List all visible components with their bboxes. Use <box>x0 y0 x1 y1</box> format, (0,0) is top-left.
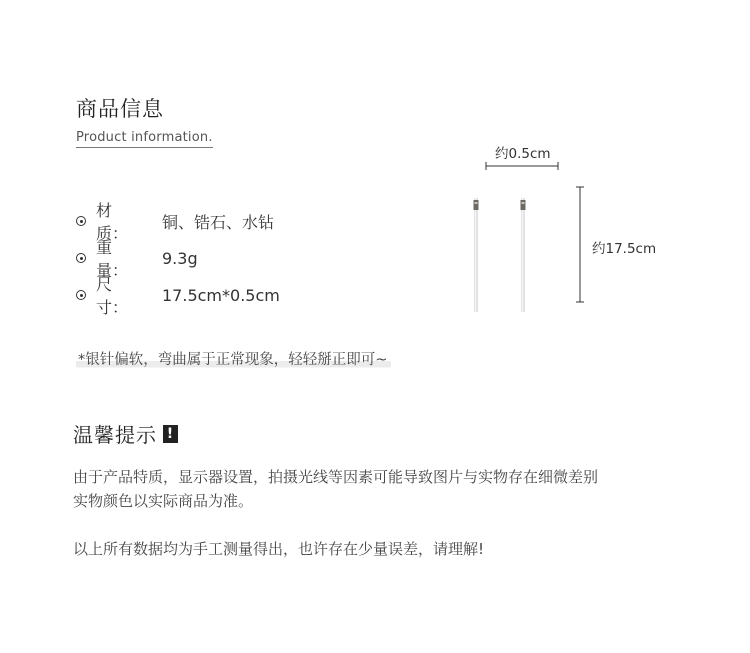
spec-label: 尺 <box>96 275 113 294</box>
tips-line-3: 以上所有数据均为手工测量得出，也许存在少量误差，请理解! <box>73 540 485 558</box>
bullet-icon <box>76 253 86 263</box>
size-diagram <box>455 140 675 320</box>
section-title: 商品信息 <box>76 97 164 121</box>
spec-value: 9.3g <box>162 248 198 268</box>
spec-value: 铜、锆石、水钻 <box>162 212 275 232</box>
height-label: 约17.5cm <box>592 241 657 257</box>
tips-line-1: 由于产品特质，显示器设置，拍摄光线等因素可能导致图片与实物存在细微差别 <box>73 468 599 486</box>
warning-icon: ! <box>163 425 178 443</box>
spec-label: 材 <box>96 201 113 220</box>
size-diagram-drawing <box>455 140 675 320</box>
tips-line-2: 实物颜色以实际商品为准。 <box>73 492 254 510</box>
spec-label: 重 <box>96 238 113 257</box>
spec-row-size <box>76 272 280 318</box>
spec-label: 寸： <box>96 298 129 317</box>
bullet-icon <box>76 290 86 300</box>
spec-label: 质： <box>96 224 129 243</box>
spec-label: 量： <box>96 261 129 280</box>
tips-title: 温馨提示 <box>73 423 157 447</box>
width-label: 约0.5cm <box>495 146 551 162</box>
bullet-icon <box>76 216 86 226</box>
section-subtitle: Product information. <box>76 130 213 148</box>
spec-value: 17.5cm*0.5cm <box>162 285 280 305</box>
softness-note: *银针偏软，弯曲属于正常现象，轻轻掰正即可~ <box>76 348 391 369</box>
tips-heading <box>73 419 178 448</box>
